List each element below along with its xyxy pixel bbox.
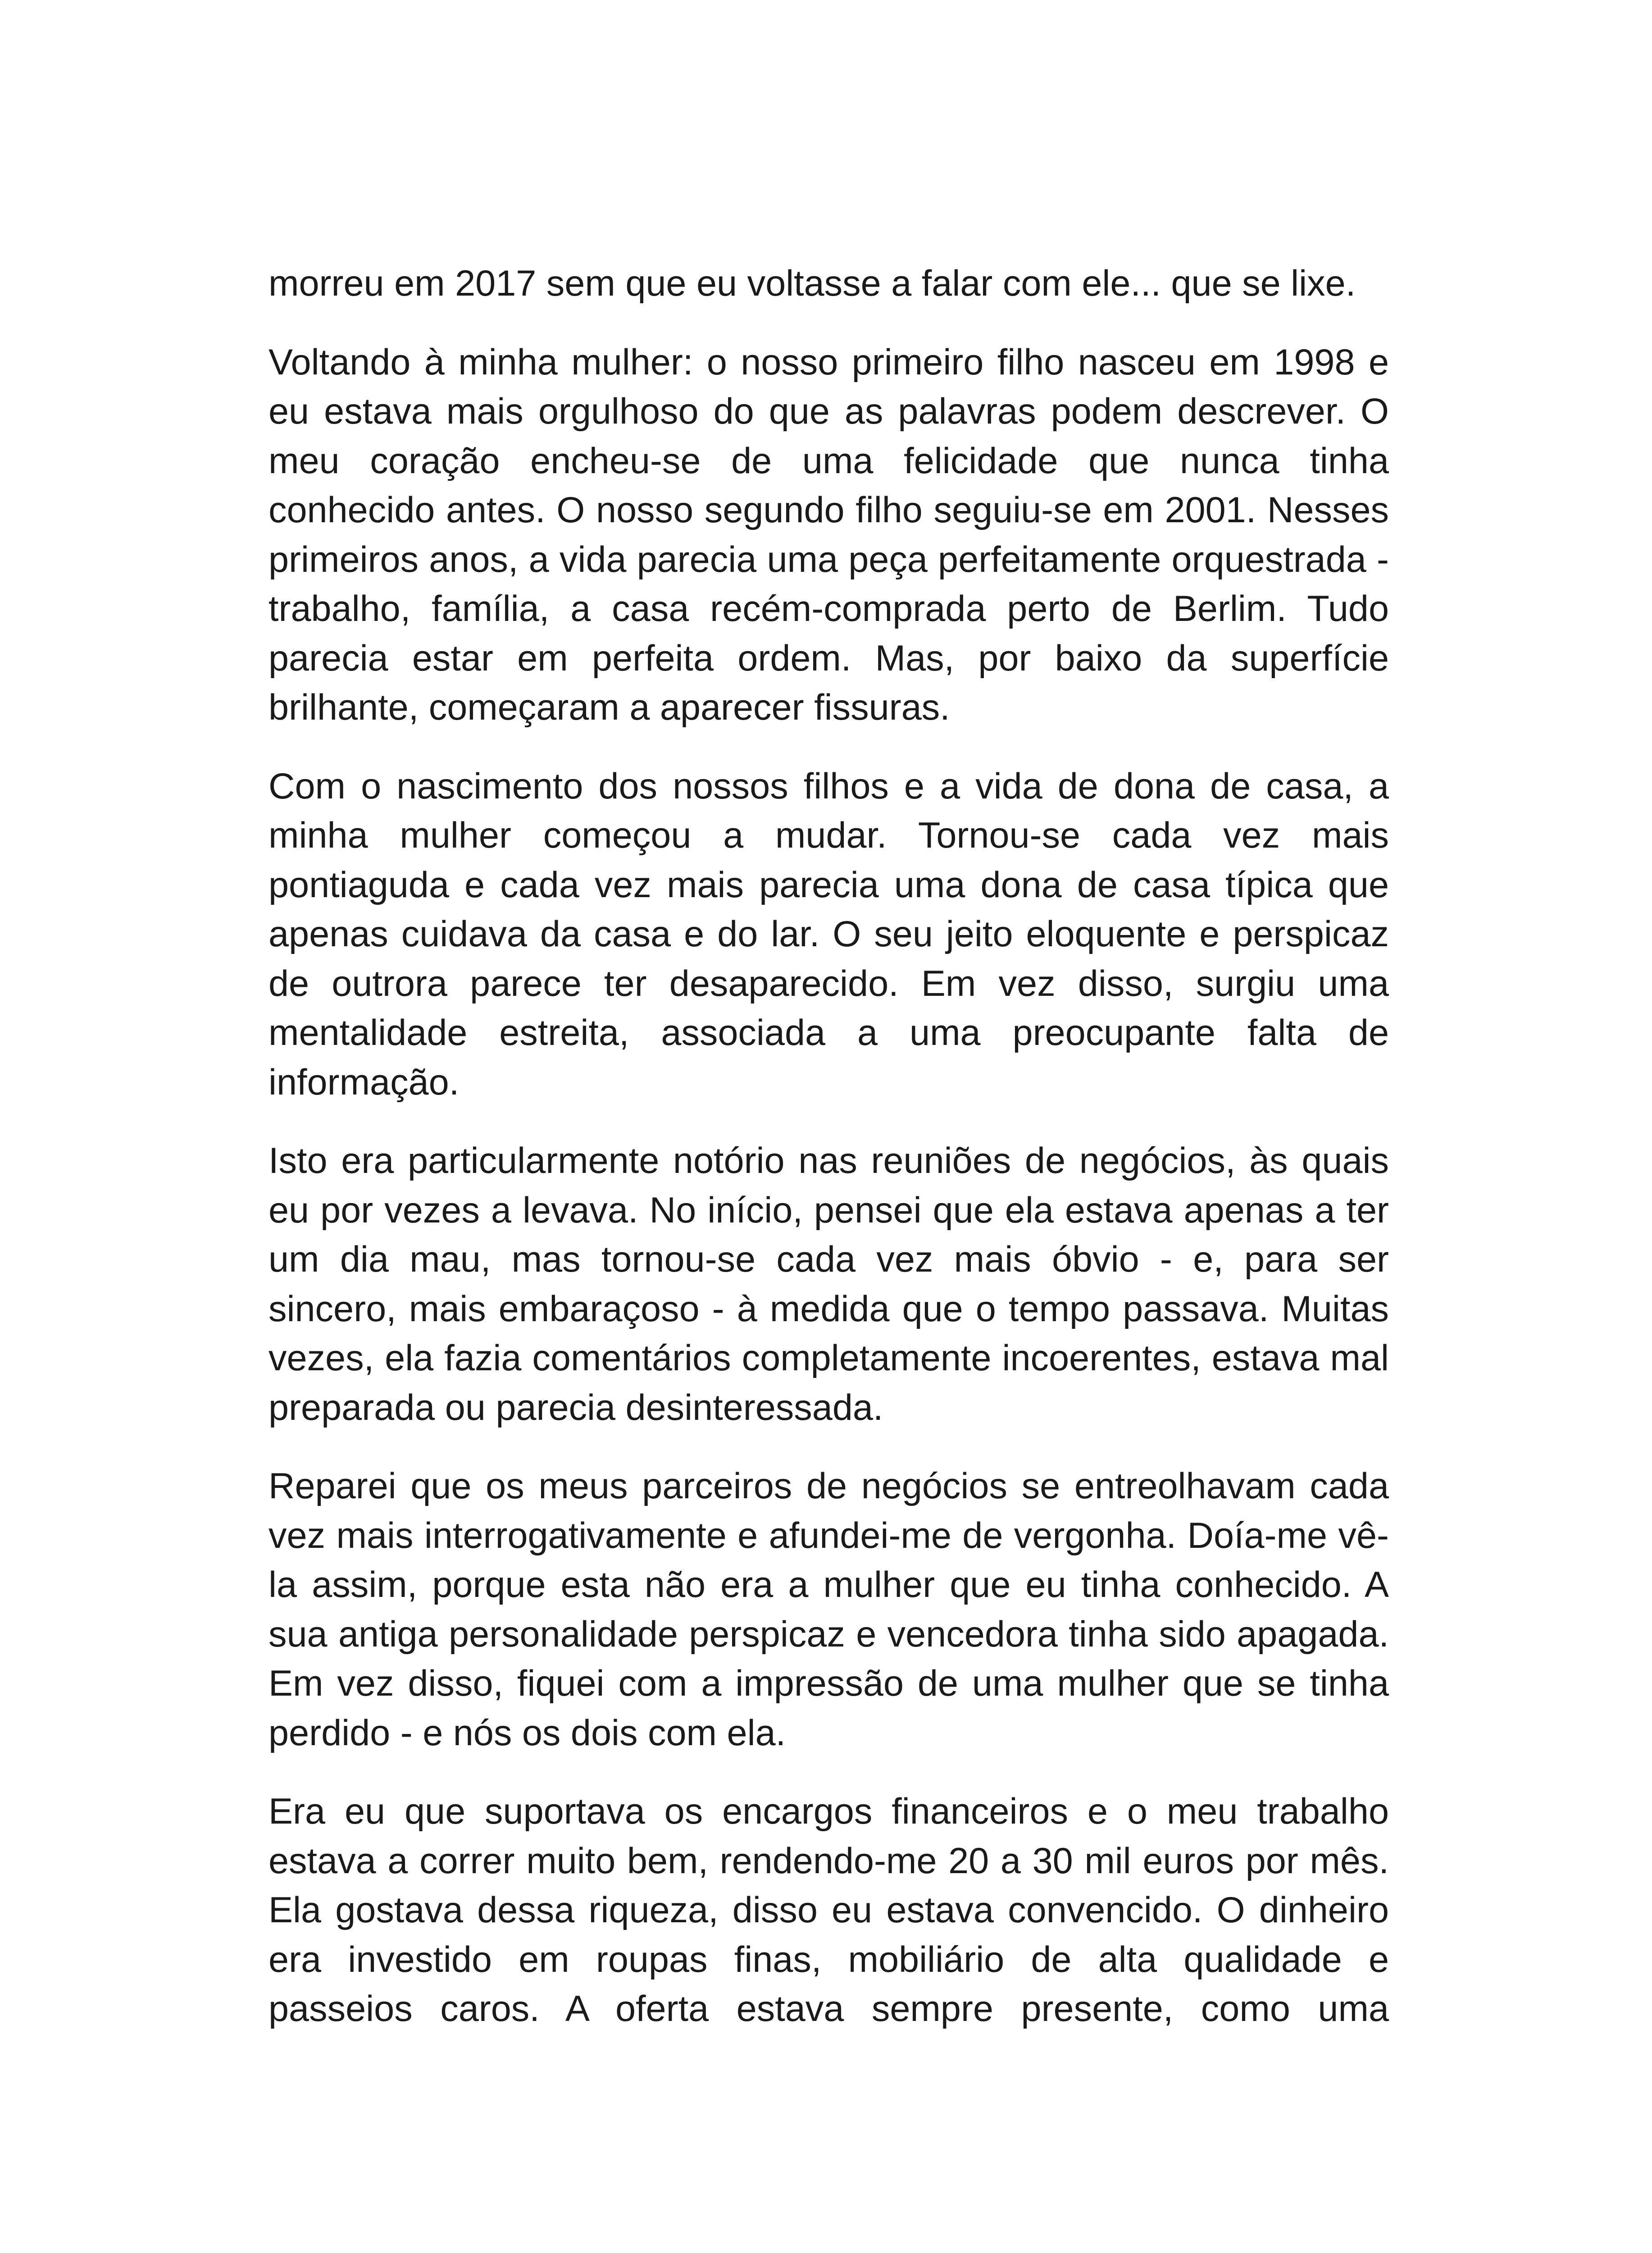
paragraph-2: Voltando à minha mulher: o nosso primeiro filho nasceu em 1998 e eu estava mais orgulhoso do que as palavras podem descrever. O meu coração encheu-se de uma felicidade que nunca tinha conhecido antes. O nosso segundo filho seguiu-se em 2001. Nesses primeiros anos, a vida parecia uma peça perfeitamente orquestrada - trabalho, família, a casa recém-comprada perto de Berlim. Tudo parecia estar em perfeita ordem. Mas, por baixo da superfície brilhante, começaram a aparecer fissuras. (269, 342, 1389, 728)
paragraph-1: morreu em 2017 sem que eu voltasse a falar com ele... que se lixe. (269, 263, 1356, 304)
paragraph-3: Com o nascimento dos nossos filhos e a vida de dona de casa, a minha mulher começou a mudar. Tornou-se cada vez mais pontiaguda e cada vez mais parecia uma dona de casa típica que apenas cuidava da casa e do lar. O seu jeito eloquente e perspicaz de outrora parece ter desaparecido. Em vez disso, surgiu uma mentalidade estreita, associada a uma preocupante falta de informação. (269, 766, 1389, 1103)
paragraph-4: Isto era particularmente notório nas reuniões de negócios, às quais eu por vezes a levava. No início, pensei que ela estava apenas a ter um dia mau, mas tornou-se cada vez mais óbvio - e, para ser sincero, mais embaraçoso - à medida que o tempo passava. Muitas vezes, ela fazia comentários completamente incoerentes, estava mal preparada ou parecia desinteressada. (269, 1140, 1389, 1428)
paragraph-6: Era eu que suportava os encargos financeiros e o meu trabalho estava a correr muito bem, rendendo-me 20 a 30 mil euros por mês. Ela gostava dessa riqueza, disso eu estava convencido. O dinheiro era investido em roupas finas, mobiliário de alta qualidade e passeios caros. A oferta estava sempre presente, como uma (269, 1791, 1389, 2029)
body-text (269, 259, 1389, 2063)
paragraph-5: Reparei que os meus parceiros de negócios se entreolhavam cada vez mais interrogativamente e afundei-me de vergonha. Doía-me vê-la assim, porque esta não era a mulher que eu tinha conhecido. A sua antiga personalidade perspicaz e vencedora tinha sido apagada. Em vez disso, fiquei com a impressão de uma mulher que se tinha perdido - e nós os dois com ela. (269, 1466, 1389, 1753)
